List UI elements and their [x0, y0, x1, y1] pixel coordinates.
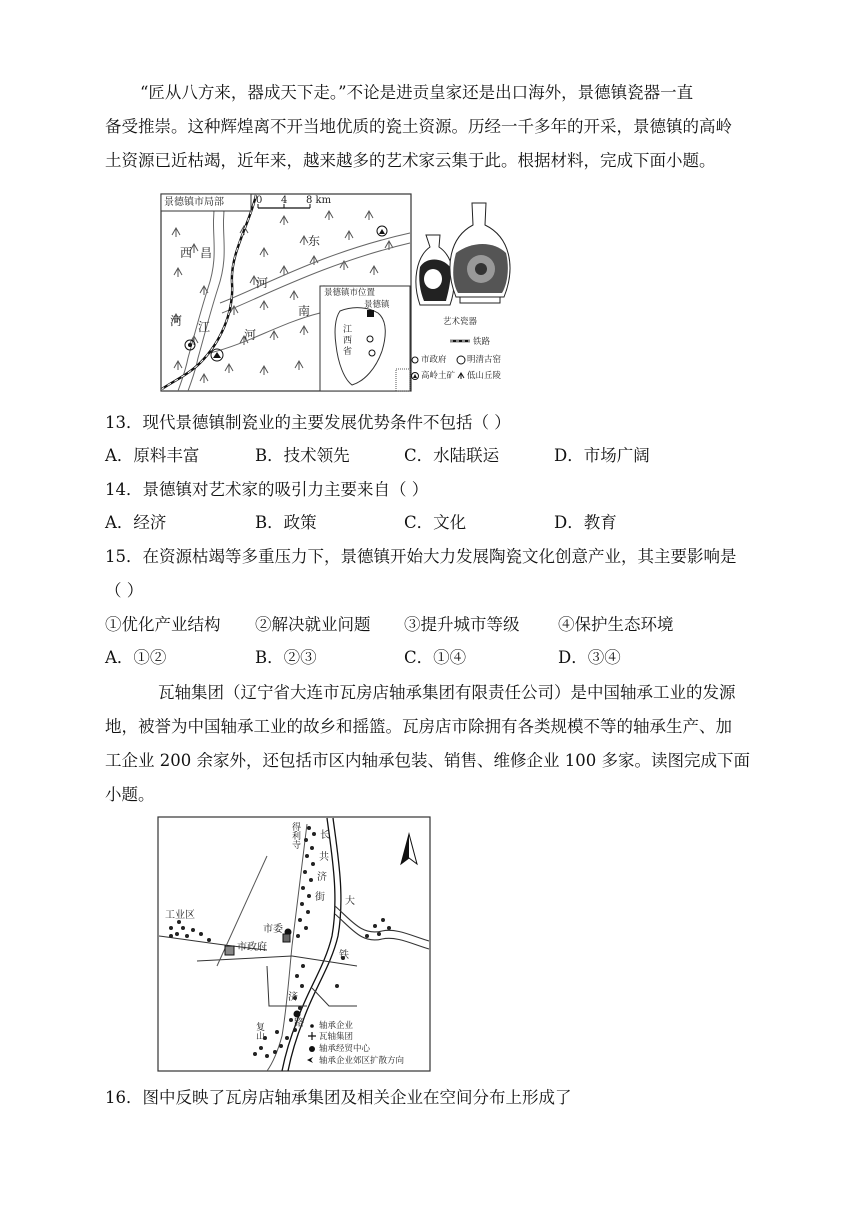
- q14-option-c[interactable]: C．文化: [404, 513, 467, 532]
- river-char-nan: 南: [298, 304, 311, 318]
- road-char-da: 大: [345, 896, 355, 907]
- q14-option-d[interactable]: D．教育: [554, 513, 617, 532]
- passage1-line3: 土资源已近枯竭，近年来，越来越多的艺术家云集于此。根据材料，完成下面小题。: [105, 151, 716, 170]
- river-char-he1: 河: [170, 314, 183, 328]
- q14-stem: 14．景德镇对艺术家的吸引力主要来自（ ）: [105, 480, 429, 499]
- art-porcelain-vases: [412, 197, 522, 327]
- q13-option-d[interactable]: D．市场广阔: [554, 446, 650, 465]
- legend-railway: 铁路: [473, 337, 491, 347]
- legend2-enterprise: 轴承企业: [319, 1021, 354, 1031]
- legend2-trade-center: 轴承经贸中心: [319, 1044, 371, 1054]
- q16-stem: 16．图中反映了瓦房店轴承集团及相关企业在空间分布上形成了: [105, 1088, 572, 1107]
- passage2-line2: 地，被誉为中国轴承工业的故乡和摇篮。瓦房店市除拥有各类规模不等的轴承生产、加: [105, 717, 732, 736]
- q15-option-a[interactable]: A．①②: [105, 648, 167, 667]
- scale-8km: 8 km: [306, 195, 332, 206]
- q15-item-2: ②解决就业问题: [255, 615, 371, 634]
- q15-stem-line2: （ ）: [105, 581, 144, 600]
- scale-0: 0: [256, 195, 263, 206]
- inset-city: 景德镇: [364, 300, 390, 310]
- q13-option-b[interactable]: B．技术领先: [255, 446, 350, 465]
- legend2-diffusion: 轴承企业郊区扩散方向: [319, 1056, 405, 1066]
- jingdezhen-map-figure: [160, 193, 520, 393]
- map-title: 景德镇市局部: [164, 197, 224, 208]
- q14-option-a[interactable]: A．经济: [105, 513, 167, 532]
- river-char-he2: 河: [256, 276, 269, 290]
- river-char-he3: 河: [244, 328, 257, 342]
- q15-option-d[interactable]: D．③④: [558, 648, 621, 667]
- legend-gov: 市政府: [421, 355, 447, 365]
- legend-kiln: 明清古窑: [467, 355, 502, 365]
- river-char-jiang: 江: [198, 320, 211, 334]
- q14-option-b[interactable]: B．政策: [255, 513, 317, 532]
- legend-mine: 高岭土矿: [421, 371, 456, 381]
- inset-province: 江西省: [343, 325, 353, 357]
- inset-title: 景德镇市位置: [324, 288, 376, 298]
- street-char-lu: 路: [294, 1018, 304, 1029]
- wafangdian-map: [157, 816, 432, 1073]
- river-char-chang: 昌: [200, 246, 213, 260]
- river-char-xi: 西: [180, 246, 193, 260]
- road-char-tie: 铁: [339, 950, 349, 961]
- q15-item-4: ④保护生态环境: [558, 615, 674, 634]
- street-char-gong: 共: [319, 852, 329, 863]
- passage2-line3: 工企业 200 余家外，还包括市区内轴承包装、销售、维修企业 100 多家。读图完成下面: [105, 751, 750, 770]
- q13-stem: 13．现代景德镇制瓷业的主要发展优势条件不包括（ ）: [105, 413, 511, 432]
- river-char-dong: 东: [308, 234, 321, 248]
- street-label-delisi: 得利寺: [290, 822, 300, 849]
- street-char-ji: 济: [317, 872, 327, 883]
- city-committee-label: 市委: [263, 924, 283, 935]
- legend2-wazhou-group: 瓦轴集团: [319, 1032, 354, 1042]
- q15-stem-line1: 15．在资源枯竭等多重压力下，景德镇开始大力发展陶瓷文化创意产业，其主要影响是: [105, 547, 737, 566]
- passage2-line4: 小题。: [105, 785, 155, 804]
- q15-option-c[interactable]: C．①④: [404, 648, 467, 667]
- mountain-road-label: 复山: [254, 1022, 264, 1040]
- passage1-line2: 备受推崇。这种辉煌离不开当地优质的瓷土资源。历经一千多年的开采，景德镇的高岭: [105, 117, 732, 136]
- road-char-chang: 长: [320, 830, 330, 841]
- q15-item-1: ①优化产业结构: [105, 615, 221, 634]
- vase-caption: 艺术瓷器: [443, 317, 478, 327]
- passage2-line1: 瓦轴集团（辽宁省大连市瓦房店轴承集团有限责任公司）是中国轴承工业的发源: [158, 683, 736, 702]
- industrial-zone-label: 工业区: [165, 910, 195, 921]
- street-char-ji-2: 济: [288, 992, 298, 1003]
- legend-hills: 低山丘陵: [467, 371, 502, 381]
- q15-option-b[interactable]: B．②③: [255, 648, 317, 667]
- q15-item-3: ③提升城市等级: [404, 615, 520, 634]
- city-gov-label: 市政府: [237, 942, 267, 953]
- street-char-jie: 街: [315, 892, 325, 903]
- wafangdian-map-figure: [157, 816, 432, 1073]
- passage1-line1: “匠从八方来，器成天下走。”不论是进贡皇家还是出口海外，景德镇瓷器一直: [140, 83, 694, 102]
- q13-option-c[interactable]: C．水陆联运: [404, 446, 500, 465]
- scale-4: 4: [281, 195, 288, 206]
- q13-option-a[interactable]: A．原料丰富: [105, 446, 200, 465]
